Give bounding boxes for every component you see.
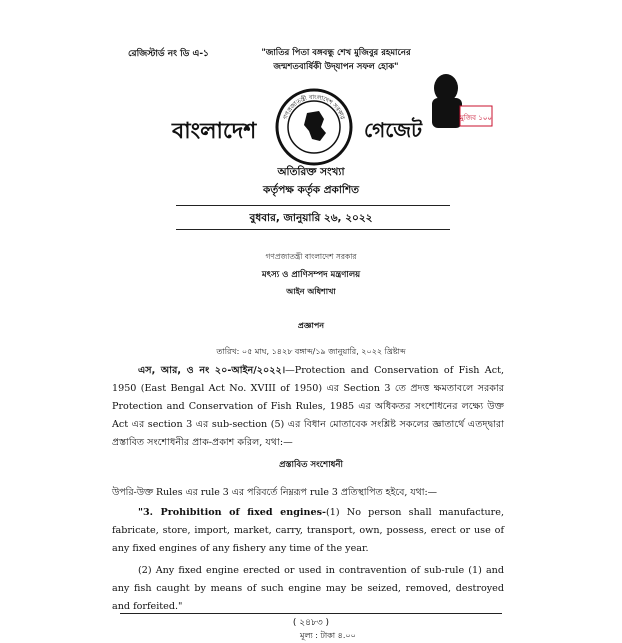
gazette-title-left: বাংলাদেশ [172, 119, 257, 144]
rule-sub-2: (2) Any fixed engine erected or used in contravention of sub-rule (1) and any fish caught by means of such engine may be seized, removed, destroyed and forfeited." [112, 565, 504, 612]
government-seal-icon [274, 87, 354, 167]
mujib-100-logo [424, 70, 494, 132]
rule-3-clause-1 [112, 504, 504, 558]
seal-text: গণপ্রজাতন্ত্রী বাংলাদেশ সরকার [282, 93, 346, 121]
divider-bottom [176, 229, 450, 230]
page-number: ( ২৪৮৩ ) [292, 618, 330, 628]
notification-heading: প্রজ্ঞাপন [297, 321, 325, 330]
government-name: গণপ্রজাতন্ত্রী বাংলাদেশ সরকার [265, 252, 357, 261]
notification-paragraph [112, 362, 504, 452]
rule-3-clause-2 [112, 562, 504, 616]
sro-number: এস, আর, ও নং ২০-আইন/২০২২। [138, 365, 286, 376]
divider-top [176, 205, 450, 206]
slogan-line-2: জন্মশতবার্ষিকী উদ্‌যাপন সফল হোক" [273, 62, 399, 72]
extraordinary-issue: অতিরিক্ত সংখ্যা [277, 166, 345, 178]
ministry-name: মৎস্য ও প্রাণিসম্পদ মন্ত্রণালয় [261, 270, 361, 280]
rule-heading: "3. Prohibition of fixed engines- [138, 507, 327, 518]
published-by: কর্তৃপক্ষ কর্তৃক প্রকাশিত [262, 184, 360, 196]
notification-date: তারিখ: ০৫ মাঘ, ১৪২৮ বঙ্গাব্দ/১৯ জানুয়ারি, ২০২২ খ্রিষ্টাব্দ [216, 347, 406, 356]
amendment-intro: উপরি-উক্ত Rules এর rule 3 এর পরিবর্তে নিম্নরূপ rule 3 প্রতিস্থাপিত হইবে, যথা:— [112, 487, 438, 498]
logo-label: মুজিব ১০০ [460, 114, 492, 122]
slogan-line-1: "জাতির পিতা বঙ্গবন্ধু শেখ মুজিবুর রহমানের [261, 48, 411, 58]
rule-body: (1) No person shall manufacture, fabricate, store, import, market, carry, transport, own, possess, erect or use of any fixed engines of any fishery any time of the year. [112, 507, 504, 554]
price: মূল্য : টাকা ৪.০০ [300, 631, 356, 640]
centenary-slogan [236, 46, 436, 74]
branch-name: আইন অধিশাখা [286, 287, 336, 296]
footer-divider [120, 613, 502, 614]
paragraph-text: —Protection and Conservation of Fish Act, 1950 (East Bengal Act No. XVIII of 1950) এর Section 3 তে প্রদত্ত ক্ষমতাবলে সরকার Protection and Conservation of Fish Rules, 1985 এর অধিকতর সংশোধনের লক্ষ্যে উক্ত Act এর section 3 এর sub-section (5) এর বিধান মোতাবেক সংশ্লিষ্ট সকলের জ্ঞাতার্থে এতদ্দ্বারা প্রস্তাবিত সংশোধনীর প্রাক-প্রকাশ করিল, যথা:— [112, 365, 505, 448]
registration-number: রেজিস্টার্ড নং ডি এ-১ [128, 49, 209, 59]
publication-date: বুধবার, জানুয়ারি ২৬, ২০২২ [249, 212, 373, 224]
gazette-title-right: গেজেট [364, 118, 423, 142]
proposed-amendment-heading: প্রস্তাবিত সংশোধনী [279, 460, 343, 470]
